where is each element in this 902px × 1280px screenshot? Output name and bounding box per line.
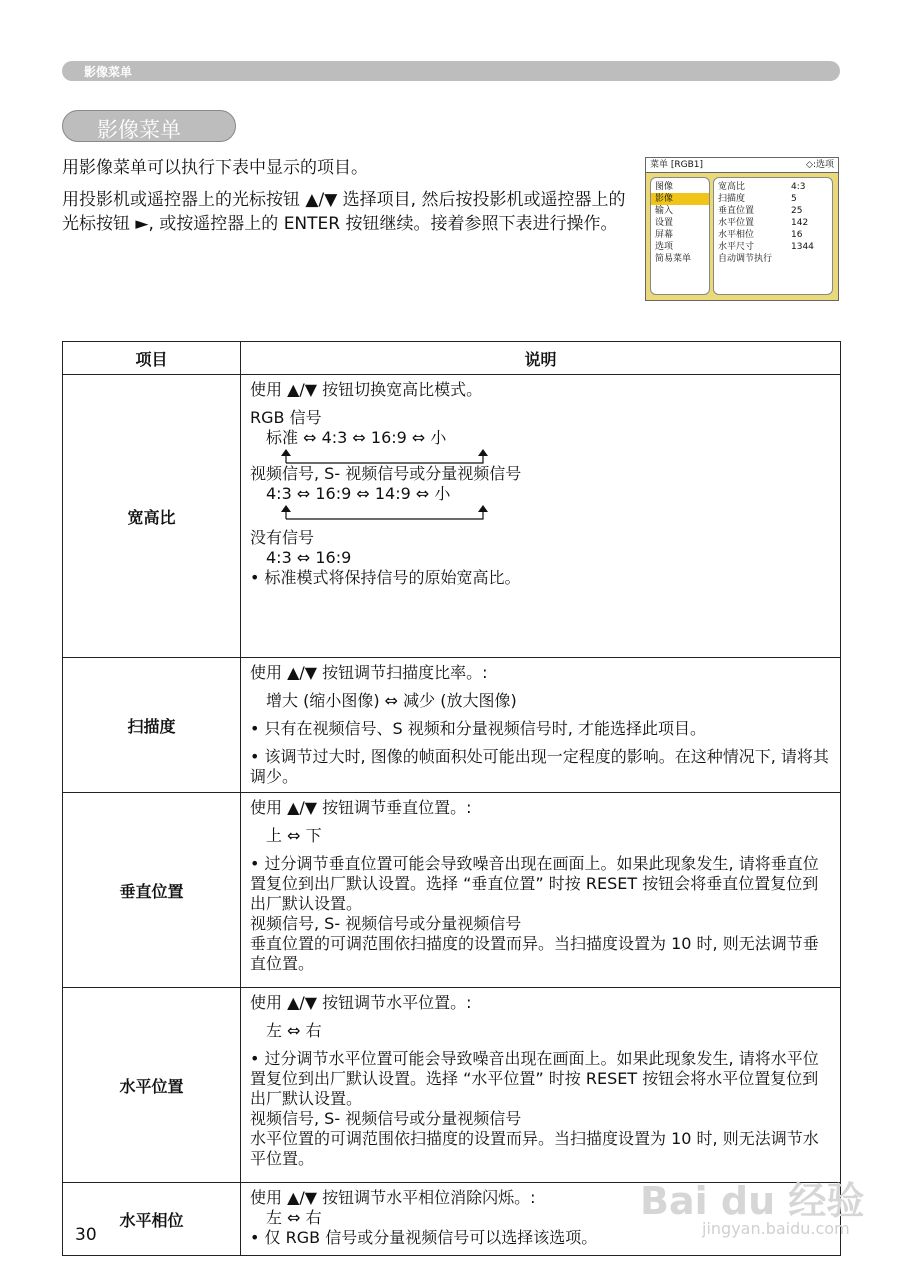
- menu-setting-row: [714, 193, 832, 205]
- row-item-v-position: 垂直位置: [63, 793, 241, 988]
- desc-line: • 该调节过大时, 图像的帧面积处可能出现一定程度的影响。在这种情况下, 请将其调少。: [250, 747, 829, 786]
- intro-line-1: 用影像菜单可以执行下表中显示的项目。: [62, 158, 368, 178]
- setting-value: 5: [791, 194, 797, 204]
- table-row: [63, 658, 841, 793]
- desc-line: • 过分调节垂直位置可能会导致噪音出现在画面上。如果此现象发生, 请将垂直位置复位到出厂默认设置。选择 “垂直位置” 时按 RESET 按钮会将垂直位置复位到出厂默认设置。: [250, 854, 819, 913]
- row-item-aspect: 宽高比: [63, 375, 241, 658]
- setting-value: 16: [791, 230, 803, 240]
- desc-line: 视频信号, S- 视频信号或分量视频信号: [250, 464, 522, 483]
- desc-line: 使用 ▲/▼ 按钮调节扫描度比率。:: [250, 663, 488, 682]
- page-number: 30: [75, 1225, 97, 1245]
- desc-line: 标准 ⇔ 4:3 ⇔ 16:9 ⇔ 小: [266, 428, 447, 447]
- setting-value: 25: [791, 206, 803, 216]
- menu-setting-row: [714, 205, 832, 217]
- desc-line: 使用 ▲/▼ 按钮调节水平相位消除闪烁。:: [250, 1188, 536, 1207]
- header-bar: [62, 61, 840, 81]
- watermark-brand: Bai du 经验: [640, 1179, 865, 1223]
- desc-line: 使用 ▲/▼ 按钮调节水平位置。:: [250, 993, 472, 1012]
- desc-line: 增大 (缩小图像) ⇔ 减少 (放大图像): [266, 691, 517, 710]
- desc-line: 使用 ▲/▼ 按钮切换宽高比模式。: [250, 380, 483, 399]
- setting-label: 自动调节执行: [718, 254, 773, 264]
- setting-label: 水平位置: [718, 218, 755, 228]
- row-desc-v-position: [241, 793, 841, 988]
- menu-screenshot: [645, 157, 839, 301]
- menu-setting-row: [714, 181, 832, 193]
- menu-item-input: 输入: [655, 206, 674, 216]
- menu-item-easy-menu: 简易菜单: [655, 254, 692, 264]
- row-desc-overscan: [241, 658, 841, 793]
- setting-label: 垂直位置: [718, 206, 755, 216]
- menu-item-image: 图像: [655, 182, 674, 192]
- desc-line: 视频信号, S- 视频信号或分量视频信号: [250, 914, 522, 933]
- desc-line: 4:3 ⇔ 16:9 ⇔ 14:9 ⇔ 小: [266, 484, 451, 503]
- desc-line: 视频信号, S- 视频信号或分量视频信号: [250, 1109, 522, 1128]
- desc-line: 左 ⇔ 右: [266, 1208, 322, 1227]
- menu-item-setup: 设置: [655, 218, 674, 228]
- setting-value: 142: [791, 218, 809, 228]
- setting-label: 宽高比: [718, 182, 746, 192]
- setting-value: 4:3: [791, 182, 806, 192]
- menu-item-picture-selected: 影像: [651, 193, 709, 205]
- column-header-item: 项目: [63, 342, 241, 375]
- row-desc-aspect: [241, 375, 841, 658]
- loop-arrow-icon: [278, 448, 498, 464]
- menu-hint: ◇:选项: [806, 160, 834, 170]
- loop-arrow-icon: [278, 504, 498, 520]
- desc-line: 垂直位置的可调范围依扫描度的设置而异。当扫描度设置为 10 时, 则无法调节垂直位置。: [250, 934, 819, 973]
- table-row: [63, 793, 841, 988]
- menu-setting-row: [714, 217, 832, 229]
- desc-line: 4:3 ⇔ 16:9: [266, 548, 352, 567]
- section-title-pill: [62, 110, 236, 142]
- setting-label: 扫描度: [718, 194, 746, 204]
- section-title: 影像菜单: [97, 118, 181, 142]
- menu-setting-row: [714, 241, 832, 253]
- desc-line: • 仅 RGB 信号或分量视频信号可以选择该选项。: [250, 1228, 598, 1247]
- row-item-h-phase: 水平相位: [63, 1183, 241, 1256]
- watermark-url: jingyan.baidu.com: [702, 1219, 850, 1238]
- column-header-description: 说明: [241, 342, 841, 375]
- desc-line: 水平位置的可调范围依扫描度的设置而异。当扫描度设置为 10 时, 则无法调节水平位置。: [250, 1129, 819, 1168]
- picture-menu-table: [62, 341, 841, 1256]
- menu-left-list: [650, 177, 710, 295]
- menu-title: 菜单 [RGB1]: [650, 160, 704, 170]
- table-row: [63, 375, 841, 658]
- table-row: [63, 988, 841, 1183]
- intro-line-2: 用投影机或遥控器上的光标按钮 ▲/▼ 选择项目, 然后按投影机或遥控器上的光标按钮 ►, 或按遥控器上的 ENTER 按钮继续。接着参照下表进行操作。: [62, 190, 626, 234]
- setting-label: 水平相位: [718, 230, 755, 240]
- desc-line: 上 ⇔ 下: [266, 826, 322, 845]
- menu-title-bar: [646, 158, 838, 173]
- row-item-h-position: 水平位置: [63, 988, 241, 1183]
- desc-line: • 只有在视频信号、S 视频和分量视频信号时, 才能选择此项目。: [250, 719, 706, 738]
- menu-item-screen: 屏幕: [655, 230, 674, 240]
- desc-line: • 过分调节水平位置可能会导致噪音出现在画面上。如果此现象发生, 请将水平位置复位到出厂默认设置。选择 “水平位置” 时按 RESET 按钮会将水平位置复位到出厂默认设置。: [250, 1049, 819, 1108]
- desc-line: 没有信号: [250, 528, 315, 547]
- header-bar-title: 影像菜单: [84, 65, 133, 79]
- desc-line: 使用 ▲/▼ 按钮调节垂直位置。:: [250, 798, 472, 817]
- desc-line: RGB 信号: [250, 408, 322, 427]
- desc-line: 左 ⇔ 右: [266, 1021, 322, 1040]
- setting-value: 1344: [791, 242, 814, 252]
- menu-setting-row: [714, 229, 832, 241]
- desc-line: • 标准模式将保持信号的原始宽高比。: [250, 568, 521, 587]
- row-item-overscan: 扫描度: [63, 658, 241, 793]
- row-desc-h-position: [241, 988, 841, 1183]
- intro-text: [62, 156, 632, 244]
- table-header-row: [63, 342, 841, 375]
- menu-right-list: [713, 177, 833, 295]
- menu-setting-row: [714, 253, 832, 265]
- setting-label: 水平尺寸: [718, 242, 755, 252]
- menu-item-option: 选项: [655, 242, 674, 252]
